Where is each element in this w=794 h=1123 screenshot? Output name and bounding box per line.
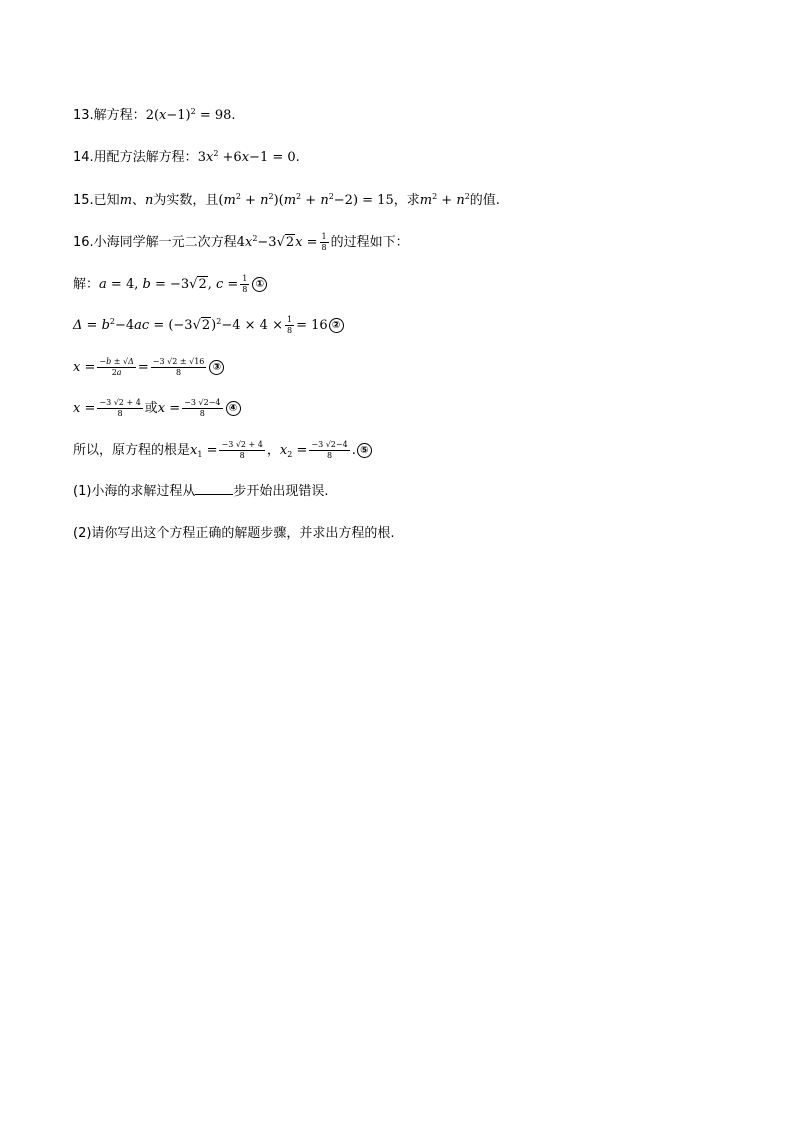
problem-15: 15.已知m、n为实数，且$(m^2 + n^2)(m^2 + n^2-2) = 15$，求$m^2 + n^2$的值. (73, 192, 500, 208)
solution-step-4: x = $\frac{-3 √2 + 4}{8}$ 或x = $\frac{-3 √2-4}{8}$ ④ (73, 399, 241, 419)
step-marker-5: ⑤ (357, 443, 372, 458)
problem-14-label: 14.用配方法解方程： (73, 150, 198, 165)
problem-16-label: 16.小海同学解一元二次方程 (73, 235, 237, 250)
solution-step-5: 所以，原方程的根是$x_1$ = $\frac{-3 √2 + 4}{8}$ ，$x_2$ = $\frac{-3 √2-4}{8}$ . ⑤ (73, 441, 372, 461)
problem-14: 14.用配方法解方程：$3x^2 +6x-1 = 0$. (73, 149, 300, 165)
problem-13-label: 13.解方程： (73, 108, 146, 123)
problem-15-label: 15.已知 (73, 193, 120, 208)
problem-13: 13.解方程：$2(x-1)^2 = 98$. (73, 107, 236, 123)
problem-13-equation: $2(x-1)^2 = 98$ (145, 107, 232, 123)
step-marker-2: ② (329, 318, 344, 333)
problem-15-equation: $(m^2 + n^2)(m^2 + n^2-2) = 15$ (218, 192, 394, 208)
problem-15-target: $m^2 + n^2$ (419, 192, 470, 208)
question-1: (1)小海的求解过程从 步开始出现错误. (73, 484, 329, 499)
problem-14-equation: $3x^2 +6x-1 = 0$ (197, 149, 296, 165)
solution-step-1: 解：a = 4, b = −3√2, c = $\frac{1}{8}$ ① (73, 275, 267, 295)
problem-16: 16.小海同学解一元二次方程$4x^2-3√2x$ = $\frac{1}{8}$ 的过程如下： (73, 232, 409, 252)
step-marker-3: ③ (209, 360, 224, 375)
step-marker-4: ④ (226, 401, 241, 416)
solution-step-3: x = $\frac{-b \pm √\Delta}{2a}$ = $\frac{-3 √2 \pm √16}{8}$ ③ (73, 358, 224, 378)
solution-step-2: $\Delta = b^2-4ac = (-3√2)^2-4 \times 4$ × $\frac{1}{8}$ = 16 ② (73, 316, 344, 336)
step-marker-1: ① (252, 277, 267, 292)
problem-16-equation: $4x^2-3√2x$ = $\frac{1}{8}$ (236, 232, 327, 252)
question-2: (2)请你写出这个方程正确的解题步骤，并求出方程的根. (73, 526, 395, 541)
answer-blank[interactable] (195, 482, 233, 495)
